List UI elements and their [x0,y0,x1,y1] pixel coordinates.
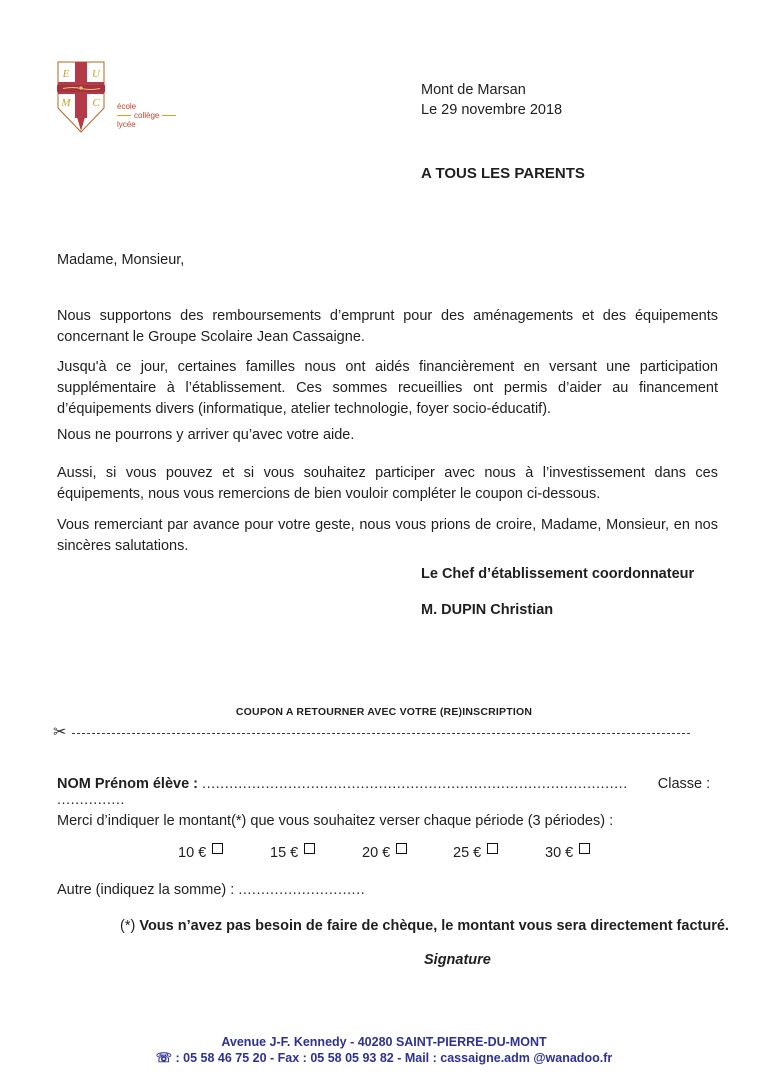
student-name-field[interactable]: .............................................................................................. [202,776,628,792]
amount-label: 30 € [545,845,574,861]
recipient-heading: A TOUS LES PARENTS [421,165,585,182]
paragraph: Vous remerciant par avance pour votre geste, nous vous prions de croire, Madame, Monsieur, en nos sincères salutations. [57,517,718,554]
signoff-title: Le Chef d’établissement coordonnateur [421,566,695,582]
footer-address: Avenue J-F. Kennedy - 40280 SAINT-PIERRE-DU-MONT [221,1035,547,1049]
amount-instruction: Merci d’indiquer le montant(*) que vous souhaitez verser chaque période (3 périodes) : [57,813,614,829]
salutation: Madame, Monsieur, [57,252,185,268]
svg-text:U: U [92,68,100,80]
coupon-header: COUPON A RETOURNER AVEC VOTRE (RE)INSCRIPTION [235,706,533,718]
svg-text:E: E [62,68,70,80]
amount-checkbox[interactable] [396,843,407,854]
student-name-label: NOM Prénom élève : [57,776,199,792]
payment-note [120,918,729,934]
school-logo [55,60,205,140]
scissors-icon: ✂ [53,724,67,741]
amount-option [453,845,498,861]
amount-option [362,845,407,861]
note-asterisk: (*) [120,918,136,934]
logo-dash [162,115,176,116]
note-text: Vous n’avez pas besoin de faire de chèque, le montant vous sera directement facturé. [139,918,729,934]
amount-option [178,845,223,861]
amount-label: 10 € [178,845,207,861]
amount-options-row [0,845,768,871]
amount-checkbox[interactable] [304,843,315,854]
crest-icon [55,60,107,136]
amount-option [545,845,590,861]
class-label: Classe : [657,776,711,792]
amount-label: 20 € [362,845,391,861]
other-amount-line [57,882,365,898]
svg-text:C: C [92,97,100,109]
signature-label: Signature [424,952,491,968]
date-line: Le 29 novembre 2018 [421,102,563,118]
footer-contact-line [0,1050,768,1066]
other-amount-field[interactable]: ............................ [238,882,366,898]
other-amount-label: Autre (indiquez la somme) : [57,882,235,898]
paragraph: Aussi, si vous pouvez et si vous souhaitez participer avec nous à l’investissement dans ces équipements, nous vous remercions de bien vouloir compléter le coupon ci-dessous. [57,465,718,502]
paragraph: Nous supportons des remboursements d’emprunt pour des aménagements et des équipements concernant le Groupe Scolaire Jean Cassaigne. [57,308,718,345]
signoff-name: M. DUPIN Christian [421,602,554,618]
amount-checkbox[interactable] [579,843,590,854]
date-block [421,80,562,120]
logo-word-college: collège [134,111,160,120]
amount-checkbox[interactable] [487,843,498,854]
logo-word-lycee: lycée [117,120,136,129]
logo-dash [117,115,131,116]
amount-option [270,845,315,861]
phone-icon: ☏ [155,1050,173,1065]
student-name-line [57,776,718,808]
logo-wordmark [117,102,176,129]
amount-label: 25 € [453,845,482,861]
place-line: Mont de Marsan [421,82,526,98]
svg-text:M: M [61,97,71,109]
paragraph: Nous ne pourrons y arriver qu’avec votre aide. [57,427,355,443]
amount-checkbox[interactable] [212,843,223,854]
cut-dashed-line [72,733,690,734]
amount-label: 15 € [270,845,299,861]
paragraph: Jusqu'à ce jour, certaines familles nous ont aidés financièrement en versant une participation supplémentaire à l’établissement. Ces sommes recueillies ont permis d’aider au financement d’équipements divers (informatique, atelier technologie, foyer socio-éducatif). [57,359,718,417]
footer [0,1035,768,1066]
footer-contact: : 05 58 46 75 20 - Fax : 05 58 05 93 82 - Mail : cassaigne.adm @wanadoo.fr [175,1051,613,1065]
class-field[interactable]: ............... [57,792,125,808]
logo-word-ecole: école [117,102,137,111]
